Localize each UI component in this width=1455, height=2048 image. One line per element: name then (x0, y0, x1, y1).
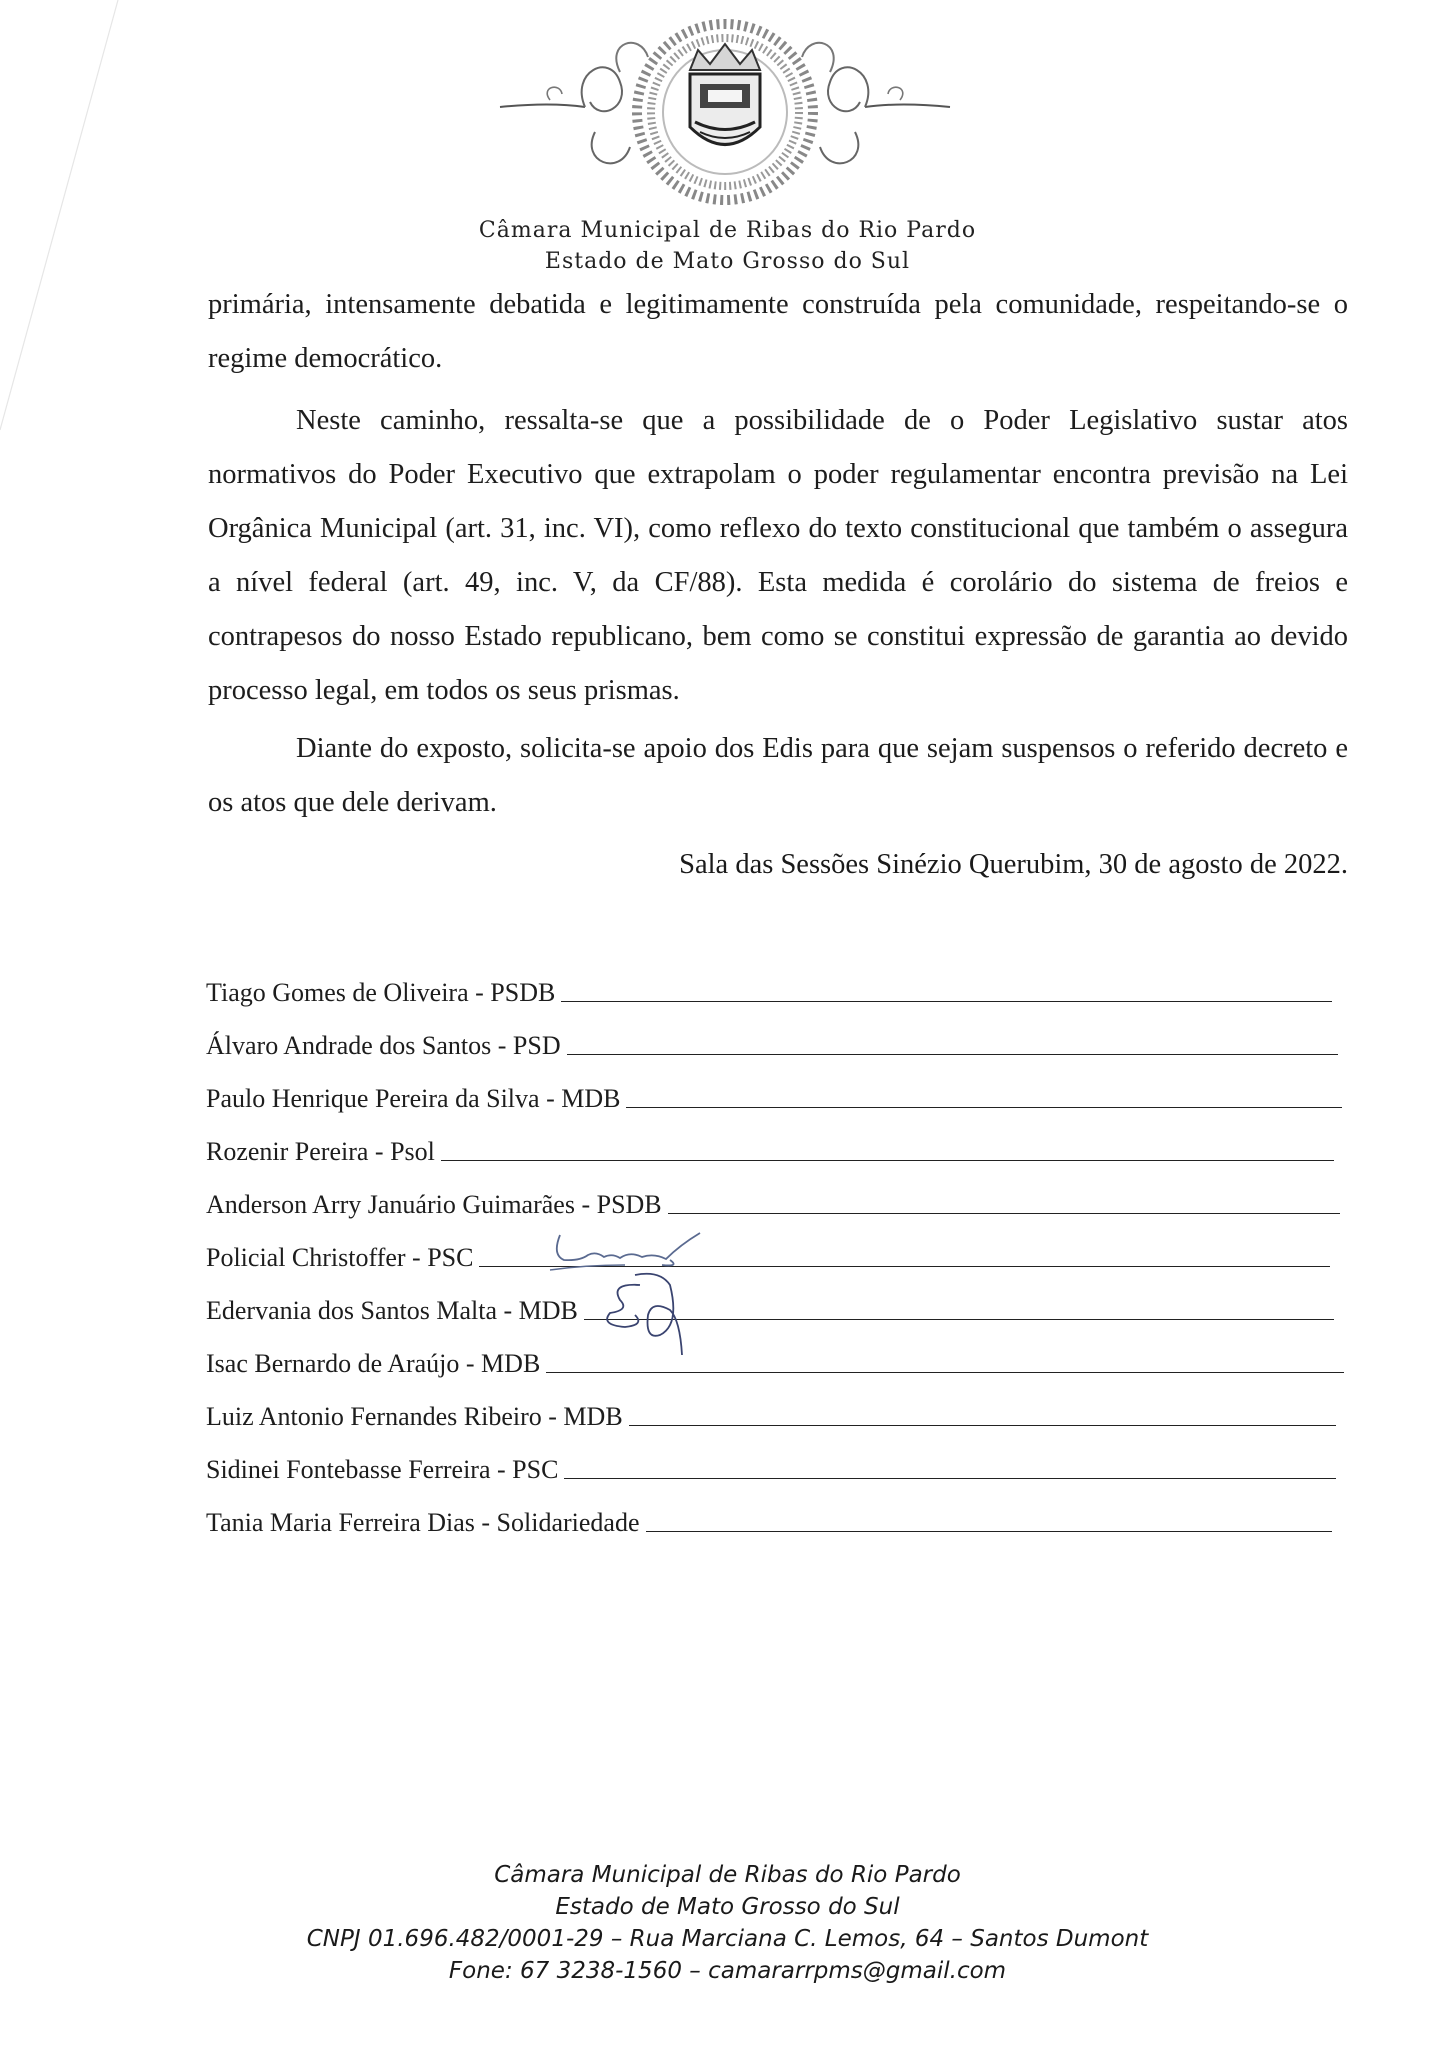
signatory-name: Anderson Arry Januário Guimarães - PSDB (206, 1190, 662, 1219)
signature-line (646, 1531, 1333, 1532)
signature-row (206, 1021, 1338, 1061)
signature-row (206, 1498, 1332, 1538)
paragraph-3-text: Diante do exposto, solicita-se apoio dos Edis para que sejam suspensos o referido decreto e os atos que dele derivam. (208, 733, 1348, 818)
signature-line (567, 1054, 1338, 1055)
signature-row (206, 1339, 1344, 1379)
signatory-name: Luiz Antonio Fernandes Ribeiro - MDB (206, 1402, 623, 1431)
signature-row (206, 1074, 1342, 1114)
signatory-name: Edervania dos Santos Malta - MDB (206, 1296, 578, 1325)
signatory-name: Álvaro Andrade dos Santos - PSD (206, 1031, 561, 1060)
signatory-name: Policial Christoffer - PSC (206, 1243, 474, 1272)
handwritten-signature (530, 1215, 750, 1365)
footer-address: CNPJ 01.696.482/0001-29 – Rua Marciana C. Lemos, 64 – Santos Dumont (306, 1926, 1149, 1952)
municipal-seal-icon (490, 12, 960, 212)
signature-line (561, 1001, 1332, 1002)
signatory-name: Sidinei Fontebasse Ferreira - PSC (206, 1455, 559, 1484)
signature-row (206, 1286, 1334, 1326)
paragraph-1 (208, 278, 1348, 386)
signatory-name: Rozenir Pereira - Psol (206, 1137, 435, 1166)
header-institution: Câmara Municipal de Ribas do Rio Pardo (478, 218, 977, 243)
signature-row (206, 1233, 1330, 1273)
paragraph-2-text: Neste caminho, ressalta-se que a possibilidade de o Poder Legislativo sustar atos normativos do Poder Executivo que extrapolam o poder regulamentar encontra previsão na Lei Orgânica Municipal (art. 31, inc. VI), como reflexo do texto constitucional que também o assegura a nível federal (art. 49, inc. V, da CF/88). Esta medida é corolário do sistema de freios e contrapesos do nosso Estado republicano, bem como se constitui expressão de garantia ao devido processo legal, em todos os seus prismas. (208, 405, 1348, 706)
footer-institution: Câmara Municipal de Ribas do Rio Pardo (494, 1862, 961, 1888)
signatory-name: Tania Maria Ferreira Dias - Solidariedade (206, 1508, 640, 1537)
signatory-name: Isac Bernardo de Araújo - MDB (206, 1349, 541, 1378)
signature-row (206, 1445, 1336, 1485)
footer-state: Estado de Mato Grosso do Sul (555, 1894, 900, 1920)
signature-line (546, 1372, 1344, 1373)
signatory-name: Paulo Henrique Pereira da Silva - MDB (206, 1084, 621, 1113)
place-date: Sala das Sessões Sinézio Querubim, 30 de agosto de 2022. (679, 849, 1348, 880)
header-state: Estado de Mato Grosso do Sul (544, 249, 911, 274)
signature-line (629, 1425, 1336, 1426)
signature-row (206, 1127, 1334, 1167)
footer-contact: Fone: 67 3238-1560 – camararrpms@gmail.com (448, 1958, 1007, 1984)
paragraph-2 (208, 394, 1348, 718)
signature-line (441, 1160, 1334, 1161)
signature-line (626, 1107, 1342, 1108)
signatory-name: Tiago Gomes de Oliveira - PSDB (206, 978, 556, 1007)
signature-line (564, 1478, 1336, 1479)
signature-row (206, 968, 1332, 1008)
paragraph-3 (208, 722, 1348, 830)
paragraph-1-text: primária, intensamente debatida e legitimamente construída pela comunidade, respeitando-se o regime democrático. (208, 289, 1348, 374)
signature-row (206, 1180, 1340, 1220)
signature-line (668, 1213, 1340, 1214)
signature-row (206, 1392, 1336, 1432)
